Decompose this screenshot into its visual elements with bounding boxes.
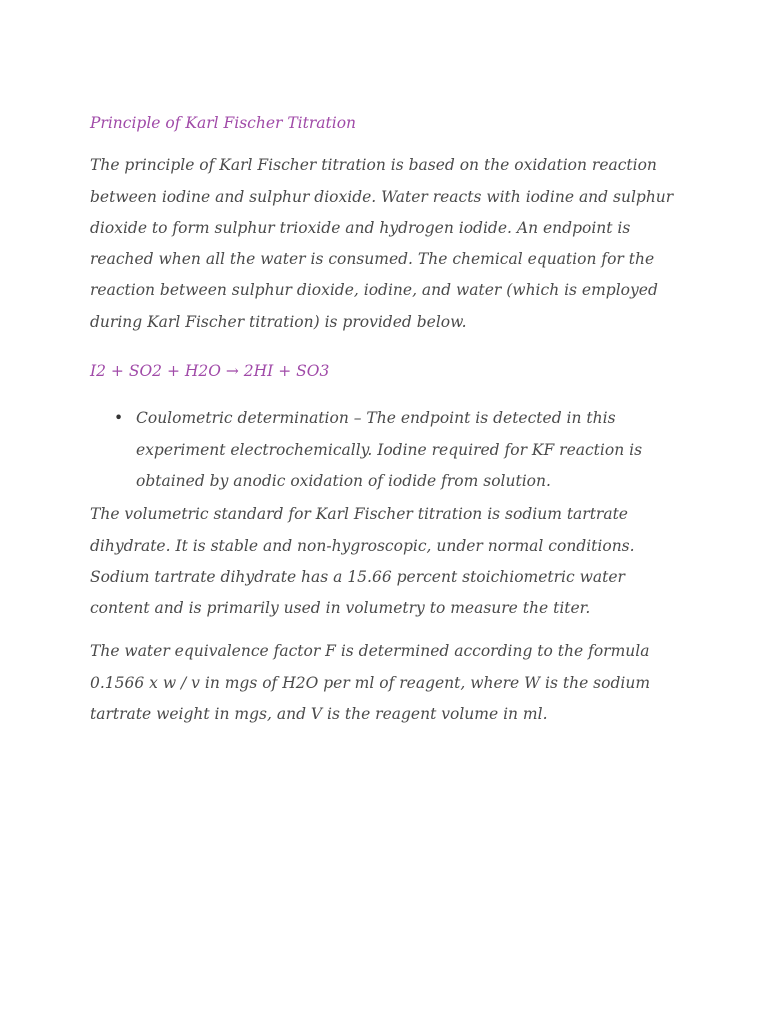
volumetric-standard-paragraph: The volumetric standard for Karl Fischer titration is sodium tartrate dihydrate. It is stable and non-hygroscopic, under normal conditions. Sodium tartrate dihydrate has a 15.66 percent stoichiometric water content and is primarily used in volumetry to measure the titer. [90, 505, 635, 618]
water-equivalence-paragraph: The water equivalence factor F is determined according to the formula 0.1566 x w / v in mgs of H2O per ml of reagent, where W is the sodium tartrate weight in mgs, and V is the reagent volume in ml. [90, 642, 651, 724]
bullet-icon: • [114, 409, 124, 428]
document-page [90, 108, 686, 748]
bullet-list [90, 403, 686, 497]
chemical-equation: I2 + SO2 + H2O → 2HI + SO3 [90, 362, 330, 381]
principle-paragraph: The principle of Karl Fischer titration is based on the oxidation reaction between iodine and sulphur dioxide. Water reacts with iodine and sulphur dioxide to form sulphur trioxide and hydrogen iodide. An endpoint is reached when all the water is consumed. The chemical equation for the reaction between sulphur dioxide, iodine, and water (which is employed during Karl Fischer titration) is provided below. [90, 156, 674, 331]
list-item-text: Coulometric determination – The endpoint is detected in this experiment electrochemically. Iodine required for KF reaction is obtained by anodic oxidation of iodide from solution. [136, 409, 643, 490]
section-heading: Principle of Karl Fischer Titration [90, 114, 357, 132]
list-item [114, 403, 686, 497]
